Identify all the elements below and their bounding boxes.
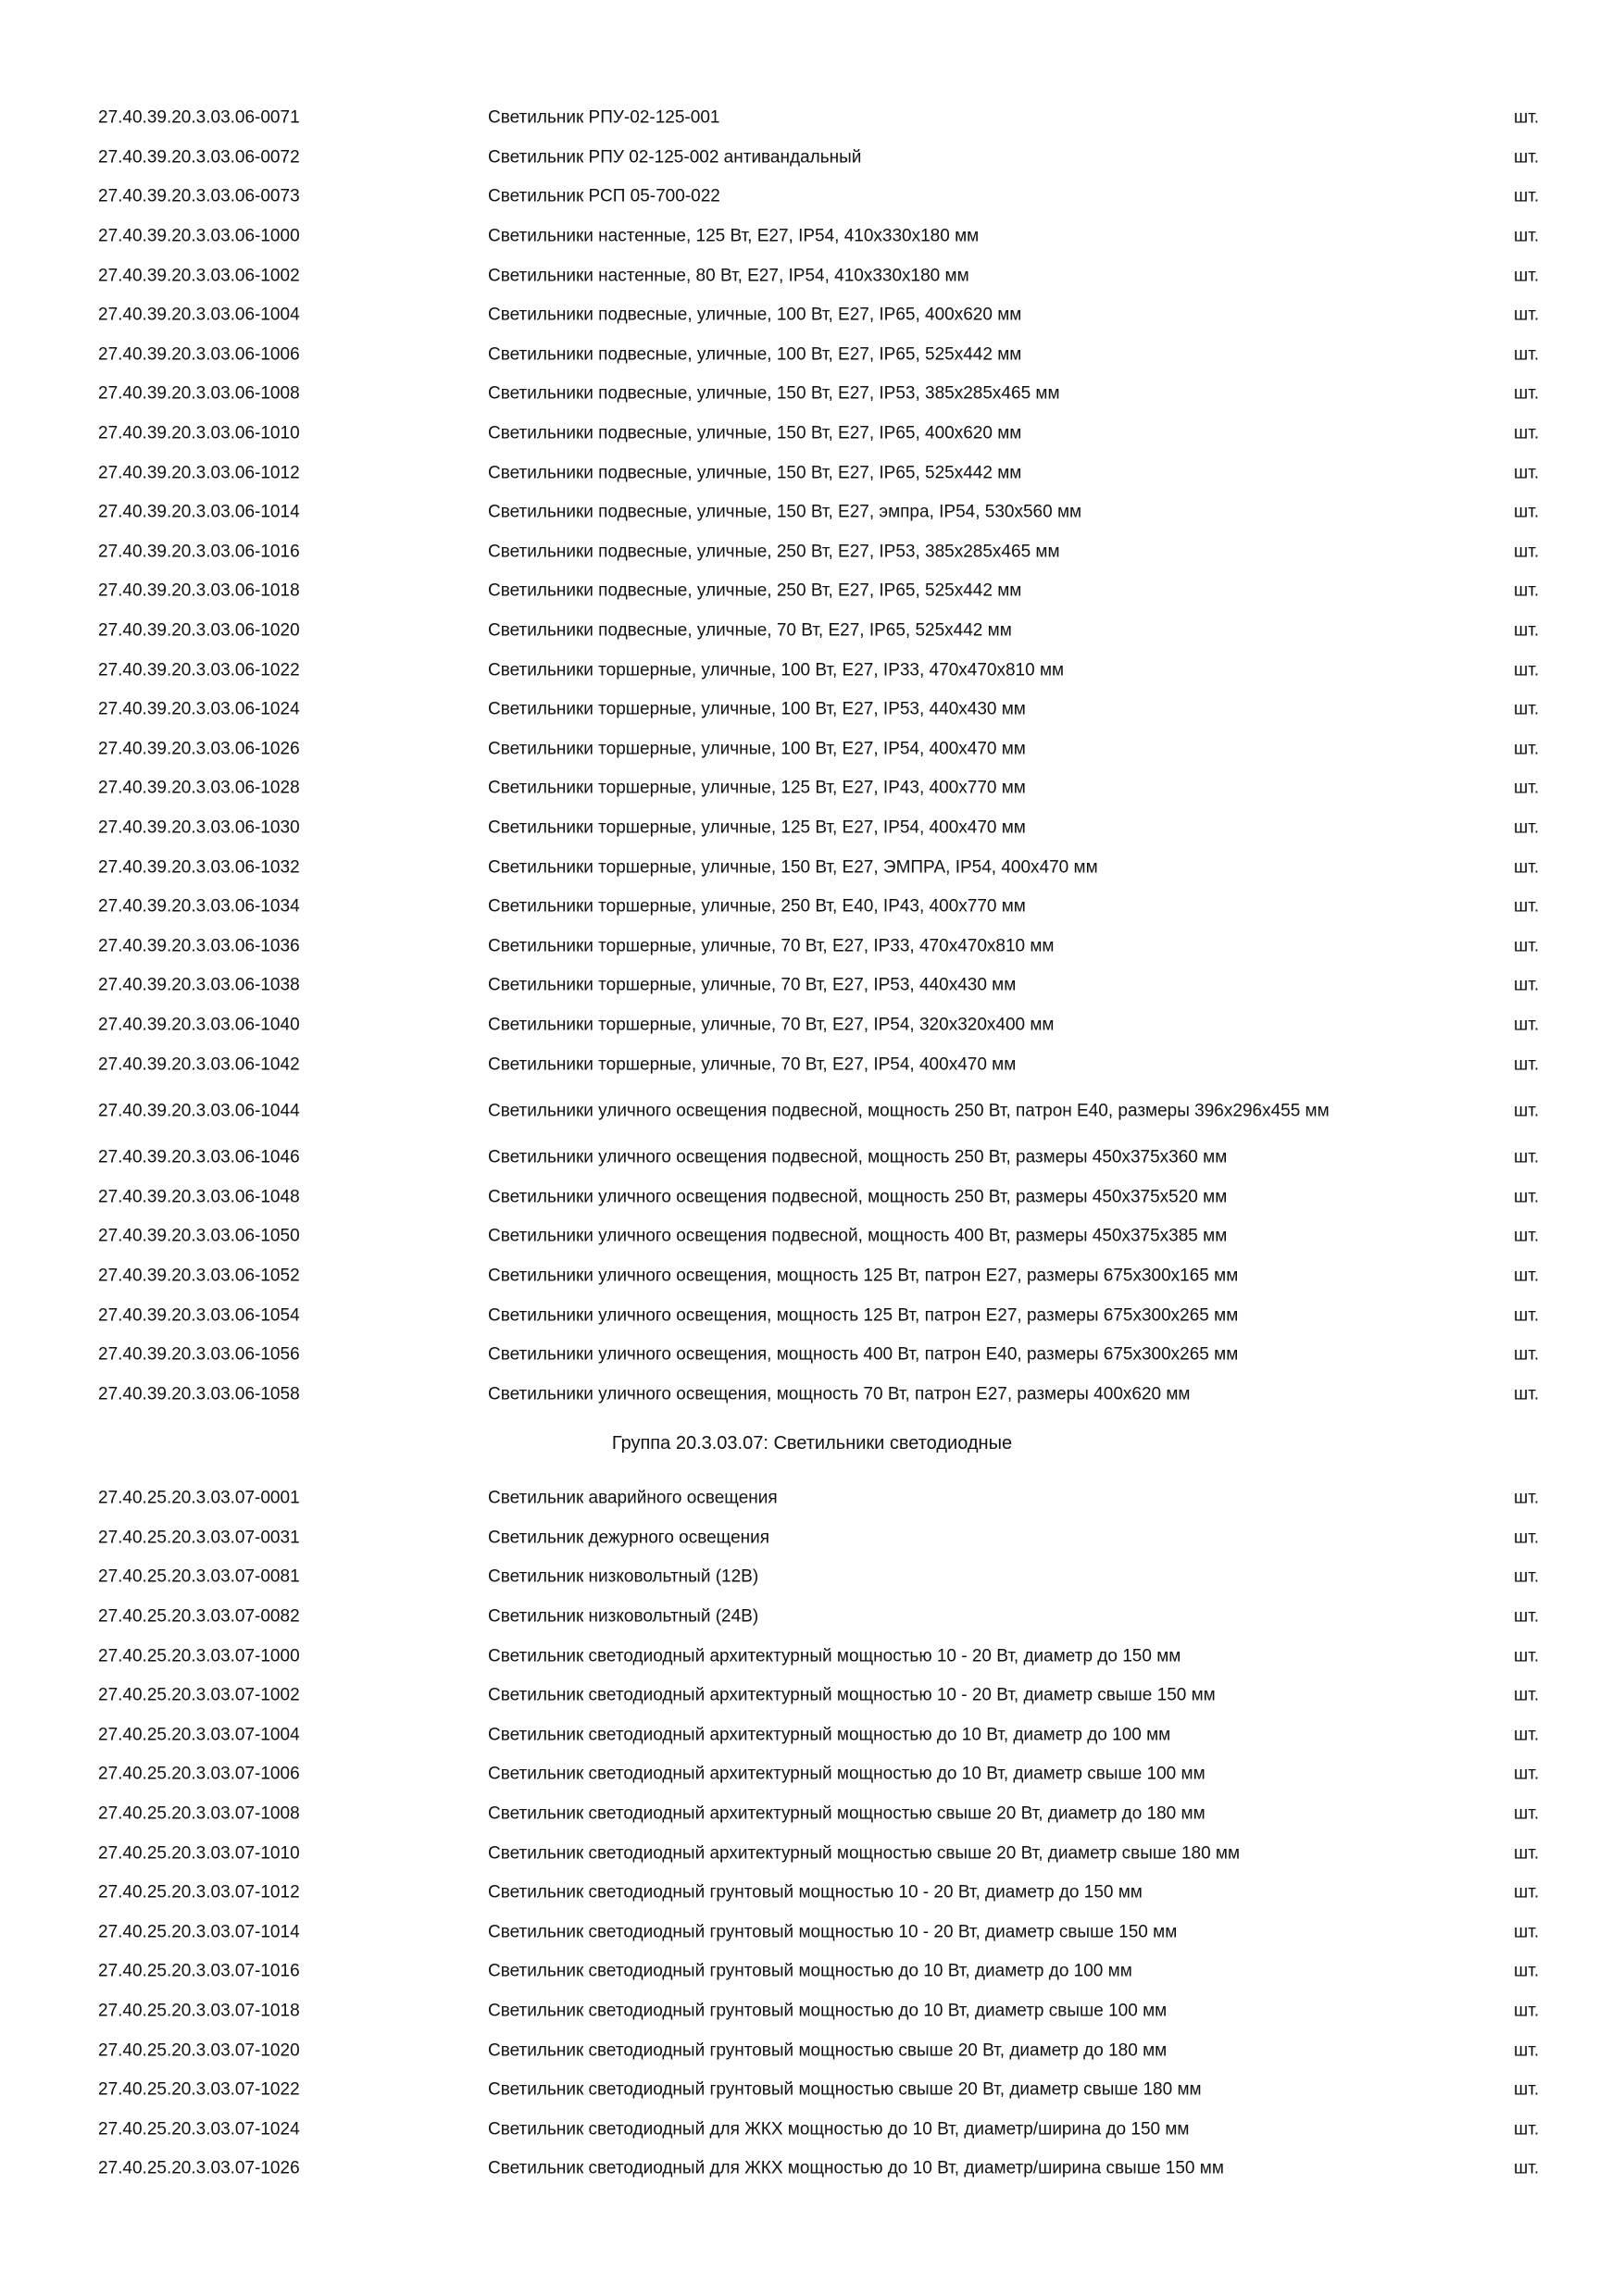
table-row xyxy=(0,1795,1624,1835)
unit-of-measure: шт. xyxy=(1514,1305,1540,1326)
resource-code: 27.40.39.20.3.03.06-1008 xyxy=(98,384,300,405)
resource-name: Светильники подвесные, уличные, 70 Вт, Е27, IP65, 525x442 мм xyxy=(488,620,1012,641)
unit-of-measure: шт. xyxy=(1514,857,1540,878)
resource-name: Светильники торшерные, уличные, 125 Вт, Е27, IP54, 400x470 мм xyxy=(488,817,1026,838)
unit-of-measure: шт. xyxy=(1514,739,1540,759)
table-row xyxy=(0,1375,1624,1415)
resource-name: Светильник РПУ 02-125-002 антивандальный xyxy=(488,147,862,168)
resource-code: 27.40.25.20.3.03.07-1018 xyxy=(98,2001,300,2021)
resource-code: 27.40.39.20.3.03.06-1056 xyxy=(98,1344,300,1365)
unit-of-measure: шт. xyxy=(1514,1843,1540,1864)
unit-of-measure: шт. xyxy=(1514,2119,1540,2140)
resource-name: Светильник светодиодный архитектурный мощностью 10 - 20 Вт, диаметр до 150 мм xyxy=(488,1646,1181,1666)
unit-of-measure: шт. xyxy=(1514,1528,1540,1548)
table-row xyxy=(0,1045,1624,1085)
unit-of-measure: шт. xyxy=(1514,502,1540,522)
unit-of-measure: шт. xyxy=(1514,936,1540,956)
resource-name: Светильник светодиодный архитектурный мощностью 10 - 20 Вт, диаметр свыше 150 мм xyxy=(488,1685,1216,1705)
table-row xyxy=(0,691,1624,730)
table-row xyxy=(0,1558,1624,1598)
table-row xyxy=(0,888,1624,928)
resource-code: 27.40.25.20.3.03.07-1008 xyxy=(98,1803,300,1824)
resource-name: Светильники подвесные, уличные, 150 Вт, Е27, эмпра, IP54, 530x560 мм xyxy=(488,502,1082,522)
resource-code: 27.40.39.20.3.03.06-1052 xyxy=(98,1266,300,1286)
table-row xyxy=(0,730,1624,770)
resource-code: 27.40.39.20.3.03.06-0072 xyxy=(98,147,300,168)
resource-name: Светильники торшерные, уличные, 100 Вт, Е27, IP53, 440x430 мм xyxy=(488,699,1026,719)
unit-of-measure: шт. xyxy=(1514,1646,1540,1666)
table-row xyxy=(0,769,1624,809)
table-row xyxy=(0,1336,1624,1376)
resource-code: 27.40.25.20.3.03.07-1010 xyxy=(98,1843,300,1864)
resource-code: 27.40.25.20.3.03.07-1026 xyxy=(98,2158,300,2178)
resource-code: 27.40.39.20.3.03.06-1032 xyxy=(98,857,300,878)
table-row xyxy=(0,1519,1624,1559)
table-row xyxy=(0,178,1624,218)
resource-code: 27.40.39.20.3.03.06-1030 xyxy=(98,817,300,838)
resource-name: Светильник светодиодный грунтовый мощностью до 10 Вт, диаметр свыше 100 мм xyxy=(488,2001,1168,2021)
resource-code: 27.40.39.20.3.03.06-1022 xyxy=(98,660,300,680)
resource-name: Светильник светодиодный архитектурный мощностью до 10 Вт, диаметр до 100 мм xyxy=(488,1725,1171,1745)
unit-of-measure: шт. xyxy=(1514,2079,1540,2100)
table-row xyxy=(0,1834,1624,1874)
resource-name: Светильники уличного освещения подвесной, мощность 400 Вт, размеры 450x375x385 мм xyxy=(488,1226,1228,1246)
table-row xyxy=(0,2071,1624,2111)
resource-name: Светильник низковольтный (12В) xyxy=(488,1567,759,1588)
unit-of-measure: шт. xyxy=(1514,2040,1540,2061)
table-row xyxy=(0,533,1624,573)
table-row xyxy=(0,1479,1624,1519)
resource-name: Светильники торшерные, уличные, 70 Вт, Е27, IP54, 320x320x400 мм xyxy=(488,1015,1055,1035)
resource-code: 27.40.25.20.3.03.07-1014 xyxy=(98,1922,300,1942)
table-row xyxy=(0,2111,1624,2151)
resource-code: 27.40.39.20.3.03.06-1006 xyxy=(98,344,300,365)
resource-name: Светильник РПУ-02-125-001 xyxy=(488,107,720,128)
resource-code: 27.40.25.20.3.03.07-0001 xyxy=(98,1488,300,1508)
resource-code: 27.40.39.20.3.03.06-1018 xyxy=(98,581,300,602)
table-row xyxy=(0,848,1624,888)
resource-name: Светильники подвесные, уличные, 100 Вт, Е27, IP65, 525x442 мм xyxy=(488,344,1022,365)
resource-name: Светильники подвесные, уличные, 250 Вт, Е27, IP53, 385x285x465 мм xyxy=(488,542,1060,562)
resource-code: 27.40.25.20.3.03.07-1024 xyxy=(98,2119,300,2140)
table-row xyxy=(0,572,1624,612)
table-row xyxy=(0,1992,1624,2032)
resource-code: 27.40.39.20.3.03.06-1002 xyxy=(98,266,300,286)
unit-of-measure: шт. xyxy=(1514,1226,1540,1246)
resource-code: 27.40.39.20.3.03.06-0073 xyxy=(98,187,300,207)
resource-code: 27.40.39.20.3.03.06-1014 xyxy=(98,502,300,522)
unit-of-measure: шт. xyxy=(1514,305,1540,325)
table-row xyxy=(0,1716,1624,1756)
unit-of-measure: шт. xyxy=(1514,147,1540,168)
unit-of-measure: шт. xyxy=(1514,1101,1540,1121)
unit-of-measure: шт. xyxy=(1514,1344,1540,1365)
unit-of-measure: шт. xyxy=(1514,581,1540,602)
unit-of-measure: шт. xyxy=(1514,1015,1540,1035)
unit-of-measure: шт. xyxy=(1514,384,1540,405)
table-row xyxy=(0,99,1624,139)
resource-name: Светильники подвесные, уличные, 150 Вт, Е27, IP53, 385x285x465 мм xyxy=(488,384,1060,405)
unit-of-measure: шт. xyxy=(1514,1685,1540,1705)
resource-code: 27.40.39.20.3.03.06-1036 xyxy=(98,936,300,956)
table-row xyxy=(0,1677,1624,1716)
table-row xyxy=(0,927,1624,967)
resource-code: 27.40.25.20.3.03.07-1022 xyxy=(98,2079,300,2100)
unit-of-measure: шт. xyxy=(1514,778,1540,798)
resource-code: 27.40.25.20.3.03.07-1020 xyxy=(98,2040,300,2061)
table-row xyxy=(0,1637,1624,1677)
unit-of-measure: шт. xyxy=(1514,1266,1540,1286)
resource-name: Светильники торшерные, уличные, 250 Вт, Е40, IP43, 400x770 мм xyxy=(488,896,1026,917)
resource-name: Светильник светодиодный архитектурный мощностью до 10 Вт, диаметр свыше 100 мм xyxy=(488,1765,1206,1785)
resource-code: 27.40.25.20.3.03.07-0081 xyxy=(98,1567,300,1588)
resource-code: 27.40.39.20.3.03.06-1000 xyxy=(98,226,300,246)
table-row xyxy=(0,1139,1624,1179)
resource-code: 27.40.39.20.3.03.06-1004 xyxy=(98,305,300,325)
resource-name: Светильник светодиодный грунтовый мощностью 10 - 20 Вт, диаметр до 150 мм xyxy=(488,1882,1143,1903)
resource-code: 27.40.39.20.3.03.06-0071 xyxy=(98,107,300,128)
unit-of-measure: шт. xyxy=(1514,1187,1540,1207)
resource-code: 27.40.25.20.3.03.07-1016 xyxy=(98,1962,300,1982)
resource-name: Светильники торшерные, уличные, 70 Вт, Е27, IP53, 440x430 мм xyxy=(488,975,1017,995)
unit-of-measure: шт. xyxy=(1514,1765,1540,1785)
resource-name: Светильник светодиодный архитектурный мощностью свыше 20 Вт, диаметр свыше 180 мм xyxy=(488,1843,1241,1864)
resource-name: Светильники уличного освещения, мощность 400 Вт, патрон Е40, размеры 675x300x265 мм xyxy=(488,1344,1239,1365)
unit-of-measure: шт. xyxy=(1514,1922,1540,1942)
resource-name: Светильник аварийного освещения xyxy=(488,1488,778,1508)
resource-code: 27.40.39.20.3.03.06-1016 xyxy=(98,542,300,562)
table-row xyxy=(0,1914,1624,1953)
unit-of-measure: шт. xyxy=(1514,1962,1540,1982)
unit-of-measure: шт. xyxy=(1514,1803,1540,1824)
resource-code: 27.40.39.20.3.03.06-1040 xyxy=(98,1015,300,1035)
unit-of-measure: шт. xyxy=(1514,226,1540,246)
unit-of-measure: шт. xyxy=(1514,187,1540,207)
resource-code: 27.40.39.20.3.03.06-1038 xyxy=(98,975,300,995)
unit-of-measure: шт. xyxy=(1514,266,1540,286)
resource-code: 27.40.39.20.3.03.06-1024 xyxy=(98,699,300,719)
resource-name: Светильник светодиодный грунтовый мощностью свыше 20 Вт, диаметр свыше 180 мм xyxy=(488,2079,1202,2100)
resource-name: Светильники торшерные, уличные, 100 Вт, Е27, IP54, 400x470 мм xyxy=(488,739,1026,759)
table-row xyxy=(0,415,1624,455)
resource-code: 27.40.39.20.3.03.06-1026 xyxy=(98,739,300,759)
resource-name: Светильники подвесные, уличные, 100 Вт, Е27, IP65, 400x620 мм xyxy=(488,305,1022,325)
table-row xyxy=(0,1006,1624,1046)
table-row xyxy=(0,612,1624,652)
unit-of-measure: шт. xyxy=(1514,107,1540,128)
resource-name: Светильник низковольтный (24В) xyxy=(488,1606,759,1627)
table-row xyxy=(0,218,1624,257)
resource-code: 27.40.25.20.3.03.07-0082 xyxy=(98,1606,300,1627)
table-row xyxy=(0,651,1624,691)
resource-code: 27.40.39.20.3.03.06-1058 xyxy=(98,1384,300,1404)
unit-of-measure: шт. xyxy=(1514,1606,1540,1627)
resource-name: Светильники торшерные, уличные, 100 Вт, Е27, IP33, 470x470x810 мм xyxy=(488,660,1065,680)
resource-name: Светильники торшерные, уличные, 125 Вт, Е27, IP43, 400x770 мм xyxy=(488,778,1026,798)
resource-name: Светильник светодиодный грунтовый мощностью до 10 Вт, диаметр до 100 мм xyxy=(488,1962,1132,1982)
unit-of-measure: шт. xyxy=(1514,2158,1540,2178)
unit-of-measure: шт. xyxy=(1514,1054,1540,1075)
table-row xyxy=(0,2031,1624,2071)
resource-name: Светильник дежурного освещения xyxy=(488,1528,770,1548)
resource-code: 27.40.39.20.3.03.06-1050 xyxy=(98,1226,300,1246)
resource-code: 27.40.25.20.3.03.07-1000 xyxy=(98,1646,300,1666)
table-row xyxy=(0,2150,1624,2190)
table-row xyxy=(0,1598,1624,1638)
resource-code: 27.40.39.20.3.03.06-1054 xyxy=(98,1305,300,1326)
resource-name: Светильник светодиодный грунтовый мощностью свыше 20 Вт, диаметр до 180 мм xyxy=(488,2040,1168,2061)
resource-name: Светильники уличного освещения подвесной, мощность 250 Вт, патрон Е40, размеры 396x296x455 мм xyxy=(488,1101,1330,1121)
resource-name: Светильники уличного освещения, мощность 70 Вт, патрон Е27, размеры 400x620 мм xyxy=(488,1384,1191,1404)
resource-code: 27.40.25.20.3.03.07-1004 xyxy=(98,1725,300,1745)
table-row xyxy=(0,1085,1624,1139)
table-row xyxy=(0,256,1624,296)
resource-code: 27.40.39.20.3.03.06-1034 xyxy=(98,896,300,917)
unit-of-measure: шт. xyxy=(1514,344,1540,365)
resource-name: Светильники подвесные, уличные, 150 Вт, Е27, IP65, 525x442 мм xyxy=(488,463,1022,483)
table-row xyxy=(0,454,1624,493)
unit-of-measure: шт. xyxy=(1514,542,1540,562)
table-row xyxy=(0,1217,1624,1257)
resource-name: Светильники уличного освещения, мощность 125 Вт, патрон Е27, размеры 675x300x165 мм xyxy=(488,1266,1239,1286)
price-table-section-2 xyxy=(0,1479,1624,2190)
table-row xyxy=(0,1874,1624,1914)
resource-code: 27.40.25.20.3.03.07-1012 xyxy=(98,1882,300,1903)
resource-name: Светильники уличного освещения подвесной, мощность 250 Вт, размеры 450x375x360 мм xyxy=(488,1147,1228,1167)
unit-of-measure: шт. xyxy=(1514,463,1540,483)
resource-name: Светильник РСП 05-700-022 xyxy=(488,187,720,207)
resource-code: 27.40.25.20.3.03.07-1002 xyxy=(98,1685,300,1705)
resource-name: Светильники подвесные, уличные, 150 Вт, Е27, IP65, 400x620 мм xyxy=(488,423,1022,443)
table-row xyxy=(0,296,1624,336)
resource-code: 27.40.25.20.3.03.07-0031 xyxy=(98,1528,300,1548)
unit-of-measure: шт. xyxy=(1514,1567,1540,1588)
table-row xyxy=(0,1178,1624,1217)
unit-of-measure: шт. xyxy=(1514,699,1540,719)
resource-code: 27.40.39.20.3.03.06-1010 xyxy=(98,423,300,443)
resource-code: 27.40.39.20.3.03.06-1012 xyxy=(98,463,300,483)
group-title: Группа 20.3.03.07: Светильники светодиодные xyxy=(611,1433,1013,1454)
unit-of-measure: шт. xyxy=(1514,1725,1540,1745)
table-row xyxy=(0,1953,1624,1992)
resource-code: 27.40.39.20.3.03.06-1044 xyxy=(98,1101,300,1121)
resource-name: Светильник светодиодный архитектурный мощностью свыше 20 Вт, диаметр до 180 мм xyxy=(488,1803,1206,1824)
table-row xyxy=(0,336,1624,376)
resource-name: Светильник светодиодный грунтовый мощностью 10 - 20 Вт, диаметр свыше 150 мм xyxy=(488,1922,1178,1942)
table-row xyxy=(0,493,1624,533)
resource-code: 27.40.25.20.3.03.07-1006 xyxy=(98,1765,300,1785)
unit-of-measure: шт. xyxy=(1514,975,1540,995)
resource-name: Светильник светодиодный для ЖКХ мощностью до 10 Вт, диаметр/ширина свыше 150 мм xyxy=(488,2158,1224,2178)
resource-name: Светильники подвесные, уличные, 250 Вт, Е27, IP65, 525x442 мм xyxy=(488,581,1022,602)
resource-code: 27.40.39.20.3.03.06-1042 xyxy=(98,1054,300,1075)
unit-of-measure: шт. xyxy=(1514,423,1540,443)
unit-of-measure: шт. xyxy=(1514,817,1540,838)
resource-name: Светильники настенные, 125 Вт, Е27, IP54, 410x330x180 мм xyxy=(488,226,980,246)
resource-name: Светильники уличного освещения подвесной, мощность 250 Вт, размеры 450x375x520 мм xyxy=(488,1187,1228,1207)
resource-name: Светильники уличного освещения, мощность 125 Вт, патрон Е27, размеры 675x300x265 мм xyxy=(488,1305,1239,1326)
resource-code: 27.40.39.20.3.03.06-1048 xyxy=(98,1187,300,1207)
unit-of-measure: шт. xyxy=(1514,620,1540,641)
resource-code: 27.40.39.20.3.03.06-1046 xyxy=(98,1147,300,1167)
unit-of-measure: шт. xyxy=(1514,2001,1540,2021)
table-row xyxy=(0,139,1624,179)
unit-of-measure: шт. xyxy=(1514,1384,1540,1404)
unit-of-measure: шт. xyxy=(1514,1147,1540,1167)
resource-name: Светильники торшерные, уличные, 150 Вт, Е27, ЭМПРА, IP54, 400x470 мм xyxy=(488,857,1098,878)
resource-name: Светильники торшерные, уличные, 70 Вт, Е27, IP54, 400x470 мм xyxy=(488,1054,1017,1075)
table-row xyxy=(0,1755,1624,1795)
unit-of-measure: шт. xyxy=(1514,896,1540,917)
table-row xyxy=(0,1296,1624,1336)
resource-code: 27.40.39.20.3.03.06-1020 xyxy=(98,620,300,641)
resource-name: Светильники настенные, 80 Вт, Е27, IP54, 410x330x180 мм xyxy=(488,266,969,286)
resource-code: 27.40.39.20.3.03.06-1028 xyxy=(98,778,300,798)
unit-of-measure: шт. xyxy=(1514,660,1540,680)
resource-name: Светильники торшерные, уличные, 70 Вт, Е27, IP33, 470x470x810 мм xyxy=(488,936,1055,956)
unit-of-measure: шт. xyxy=(1514,1488,1540,1508)
table-row xyxy=(0,1257,1624,1297)
table-row xyxy=(0,967,1624,1006)
resource-name: Светильник светодиодный для ЖКХ мощностью до 10 Вт, диаметр/ширина до 150 мм xyxy=(488,2119,1190,2140)
table-row xyxy=(0,809,1624,849)
price-table-section-1 xyxy=(0,99,1624,1415)
table-row xyxy=(0,375,1624,415)
unit-of-measure: шт. xyxy=(1514,1882,1540,1903)
